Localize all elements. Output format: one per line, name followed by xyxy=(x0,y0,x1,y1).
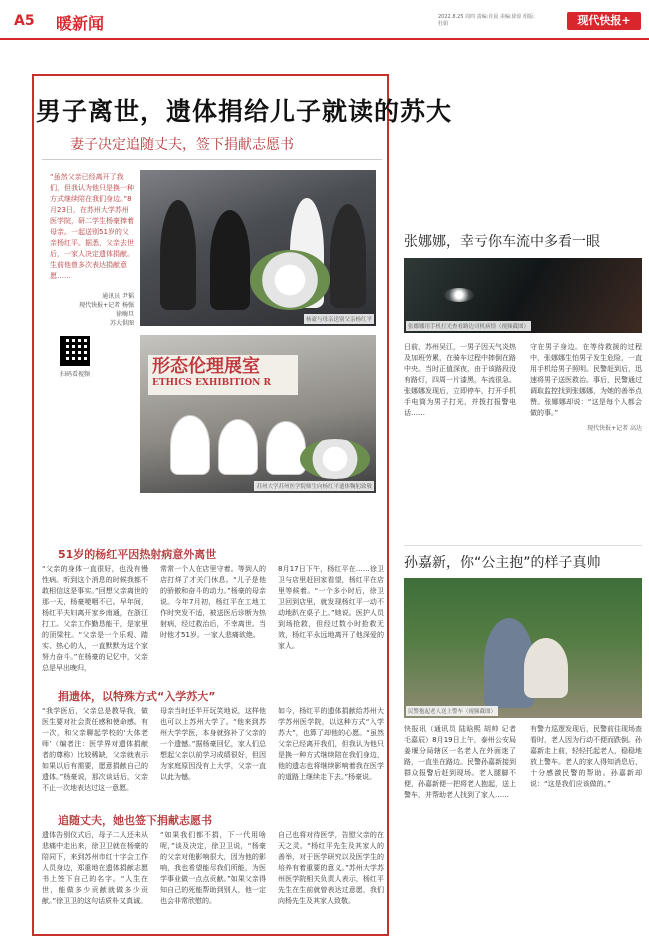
photo2-caption: 苏州大学苏州医学院师生向杨红平遗体鞠躬致敬 xyxy=(254,481,374,491)
article-text: 守在男子身边。在等待救援的过程中，张娜娜生怕男子发生危险，一直用手机给男子照明。民警赶到后，迅速将男子送医救治。事后，民警通过调取监控找到张娜娜，为她的善举点赞。张娜娜却说：“这是每个人都会做的事。” xyxy=(530,343,642,417)
banner-text: 形态伦理展室 xyxy=(152,356,260,377)
qr-caption: 扫码看视频 xyxy=(60,371,91,378)
article-column: 如今，杨红平的遗体捐献给苏州大学苏州医学院，以这种方式“入学苏大”，也算了却他的心愿。“虽然父亲已经离开我们，但我认为他只是换一种方式继续陪在我们身边，他的遗志也将继续影响着我在医学的道路上继续走下去。”杨豪说。 xyxy=(278,707,384,781)
flower-bouquet xyxy=(250,250,330,310)
article-columns xyxy=(42,706,384,806)
sidebar-lead: “虽然父亲已经离开了我们，但我认为他只是换一种方式继续陪在我们身边。”8月23日，在苏州大学苏州医学院，研二学生杨豪捧着母亲。一起送别51岁的父亲杨红平。据悉，父亲去世后，一家人决定遗体捐献。生前他曾多次表达捐献意愿…… xyxy=(50,173,134,280)
article-columns xyxy=(42,564,384,682)
header-meta: 2022.8.25 周四 责编:许晨 美编:徐原 组版:杜娟 xyxy=(438,14,535,27)
headline-divider xyxy=(42,159,382,160)
exhibition-banner xyxy=(148,355,298,395)
headline: 男子离世，遗体捐给儿子就读的苏大 xyxy=(36,97,453,126)
photo-tribute xyxy=(140,335,376,493)
section-heading: 捐遗体，以特殊方式“入学苏大” xyxy=(58,690,216,703)
photo-figure xyxy=(218,419,258,475)
photo1-caption: 杨豪与母亲送别父亲杨红平 xyxy=(304,314,374,324)
story-divider xyxy=(404,545,642,546)
qr-code-icon[interactable] xyxy=(60,336,90,366)
subheadline: 妻子决定追随丈夫，签下捐献志愿书 xyxy=(70,137,294,153)
story2-photo xyxy=(404,258,642,333)
article-column: 8月17日下午，杨红平在……徐卫卫与店里赶回家看望，杨红平在店里等候着。“一个多小时后，徐卫卫回到店里，就发现杨红平一动不动地趴在桌子上。”她说。医护人员到场抢救，但经过数小时抢救无效，杨红平永远地离开了他深爱的家人。 xyxy=(278,565,384,650)
photo-figure xyxy=(170,415,210,475)
photo-figure xyxy=(210,210,250,310)
photo-figure xyxy=(330,204,366,308)
story3-columns xyxy=(404,724,642,934)
story2-columns xyxy=(404,342,642,542)
article-column: 母亲当时还半开玩笑地说，这样他也可以上苏州大学了。“他来到苏州大学学医，本身就弥补了父亲的一个遗憾。”据杨豪回忆，家人们总想起父亲以前学习成绩很好，但因为家庭原因没有上大学，父亲一直以此为憾。 xyxy=(160,707,266,781)
photo-figure xyxy=(266,421,306,475)
banner-text-en: ETHICS EXHIBITION R xyxy=(152,378,272,388)
article-column: 遗体告别仪式后，母子二人还未从悲痛中走出来，徐卫卫就在杨豪的陪同下，来到苏州市红十字会工作人员身边，郑重地在遗体捐献志愿书上签下自己的名字。“人生在世，能做多少贡献就做多少贡献。”徐卫卫的这句话质朴又真诚。 xyxy=(42,831,148,905)
headlight-glow xyxy=(444,288,474,302)
sidebar-credit: 通讯员 尹韬 现代快报+记者 杨强 徐嗨旦 苏大供图 xyxy=(79,293,134,327)
newspaper-logo: 现代快报+ xyxy=(567,12,641,30)
article-column xyxy=(530,342,642,542)
article-column: “我学医后，父亲总是教导我，做医生要对社会责任感和使命感。有一次，和父亲聊起学校的‘大体老师’（编者注：医学界对遗体捐献者的尊称）比较稀缺，父亲就表示如果以后有需要，愿意捐献自己的遗体。”杨豪说，那次谈话后，父亲不止一次地表达过这一意愿。 xyxy=(42,707,148,792)
article-column: 快报讯（通讯员 陆晗熙 胡帅 记者 毛嘉辰）8月19日上午，泰州公安局姜堰分局辖区一名老人在外面迷了路，一直坐在路边。民警孙嘉新接到群众报警后赶到现场。老人腿脚不便，孙嘉新便一把将老人抱起，送上警车，并帮助老人找到了家人…… xyxy=(404,725,516,799)
story2-heading: 张娜娜，幸亏你车流中多看一眼 xyxy=(404,234,600,250)
story3-heading: 孙嘉新，你“公主抱”的样子真帅 xyxy=(404,555,601,571)
story2-credit: 现代快报+记者 高达 xyxy=(587,425,642,432)
elder-figure xyxy=(524,638,568,698)
page-header xyxy=(0,0,649,40)
article-column: 自己也将对待医学，告慰父亲的在天之灵。“杨红平先生及其家人的善举，对于医学研究以及医学生的培养有着重要的意义。”苏州大学苏州医学院相关负责人表示，杨红平先生在生前就曾表达过意愿，我们向杨先生及其家人致敬。 xyxy=(278,831,384,905)
photo-farewell xyxy=(140,170,376,326)
article-column: 日前，苏州吴江，一男子因天气炎热及加班劳累，在骑车过程中摔倒在路中央。当时正值深夜，由于该路段没有路灯，四周一片漆黑，车流很急。张娜娜发现后，立即停车，打开手机手电筒为男子打光，并拨打报警电话…… xyxy=(404,343,516,417)
story-sidebar xyxy=(50,172,134,380)
article-column: “如果我们都不捐，下一代用啥呢，”谈及决定，徐卫卫说，“杨豪的父亲对他影响很大，因为他的影响，我也希望能尽我们所能，为医学事业做一点点贡献。”如果父亲得知自己的死能帮助到别人，他一定也会非常欣慰的。 xyxy=(160,831,266,905)
story2-caption: 张娜娜用手机打光查看路边司机病情（视频截图） xyxy=(406,321,531,331)
article-column: “父亲的身体一直很好，也没有慢性病。听到这个消息的时候我都不敢相信这是事实。”回想父亲离世的那一天，杨豪哽咽不已。早年间，杨红平夫妇离开家乡南通，在浙江打工。父亲工作勤恳能干，是家里的顶梁柱。“父亲是一个乐观、踏实、热心的人，一直默默为这个家努力奋斗。”在杨豪的记忆中，父亲总是早出晚归， xyxy=(42,565,148,672)
story3-photo xyxy=(404,578,642,718)
article-columns xyxy=(42,830,384,930)
section-heading: 追随丈夫，她也签下捐献志愿书 xyxy=(58,814,212,827)
section-heading: 51岁的杨红平因热射病意外离世 xyxy=(58,548,217,561)
story3-caption: 民警抱起老人送上警车（视频截图） xyxy=(406,706,498,716)
page-number: A5 xyxy=(14,13,35,29)
flower-bouquet xyxy=(300,439,370,479)
article-column: 有警力巡逻发现后，民警前往现场查看时，老人因为行动不便而跌倒。孙嘉新走上前，轻轻托起老人，稳稳地放上警车。老人的家人得知消息后，十分感激民警的帮助。孙嘉新却说：“这是我们应该做的。” xyxy=(530,725,642,788)
article-column: 常常一个人在店里守着。等到人的店打烊了才关门休息。“儿子是他的骄傲和奋斗的动力。”杨豪的母亲说。今年7月初，杨红平在工地工作时突发不适，被送医后诊断为热射病，经过救治后，不幸离世。当时他才51岁。一家人悲痛欲绝。 xyxy=(160,565,266,639)
photo-figure xyxy=(160,200,196,310)
section-title: 暖新闻 xyxy=(56,14,105,33)
